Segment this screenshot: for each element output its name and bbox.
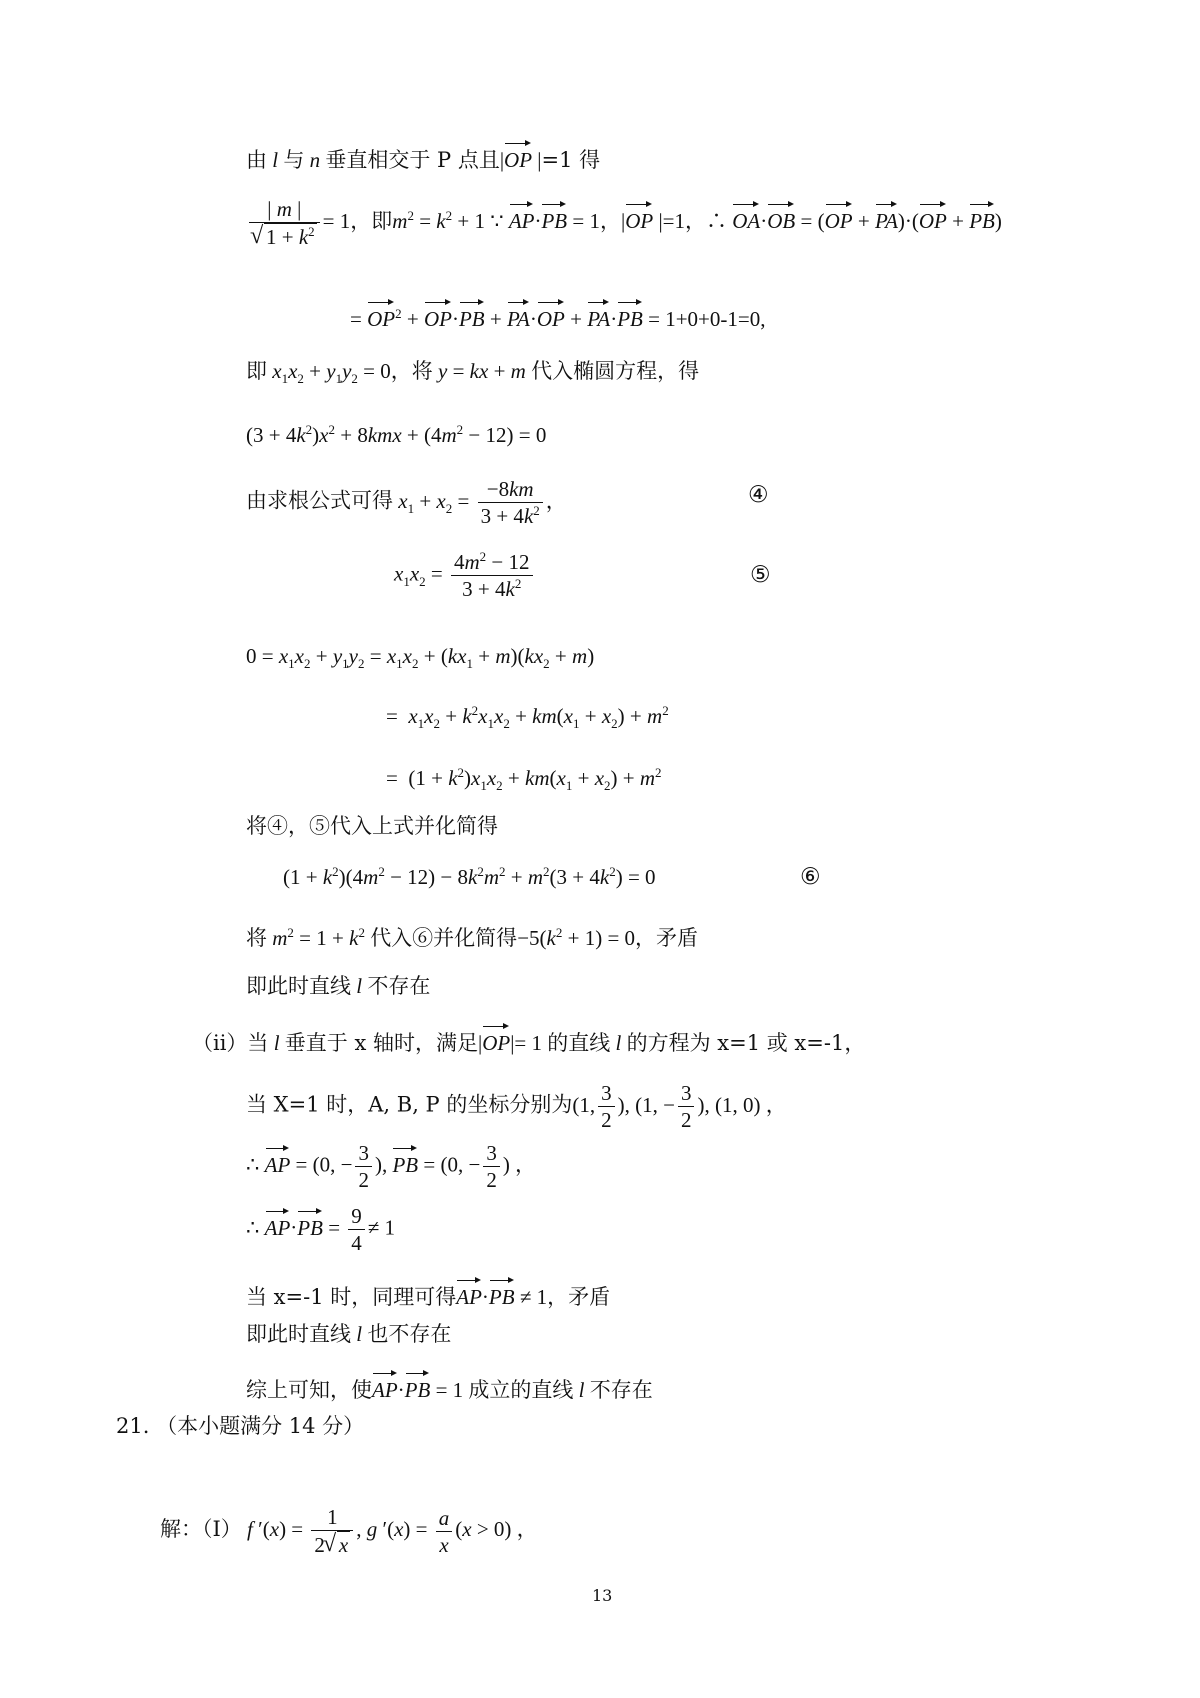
text: 代入⑥并化简得 (370, 926, 518, 950)
math-l: l (573, 1378, 590, 1402)
text: （ⅱ）当 (192, 1031, 269, 1055)
text: 不存在 (589, 1378, 653, 1402)
text-line-9: = $x_1x_2 + k^2x_1x_2 + km(x_1 + x_2) + m^2$ (386, 703, 669, 732)
text: ，矛盾 (635, 926, 699, 950)
text: 由求根公式可得 (246, 488, 393, 513)
text-line-17: ∴ AP = (0, − $\frac{3}{2}$ ), PB = (0, − $\frac{3}{2}$ ) ， (246, 1141, 537, 1193)
text: 垂直相交于 P 点且 (325, 148, 500, 172)
math-l: l (351, 974, 368, 998)
text: 垂直于 x 轴时，满足 (284, 1031, 478, 1055)
text-line-4 (246, 359, 700, 387)
vector-op: OP (504, 141, 532, 171)
circled-marker-6: ⑥ (800, 864, 821, 890)
circled-marker-4: ④ (748, 482, 769, 508)
text: ，矛盾 (547, 1285, 611, 1309)
text-line-21 (246, 1371, 653, 1401)
text: 代入椭圆方程，得 (531, 359, 700, 383)
math-l: l (268, 1031, 285, 1055)
text-line-18: ∴ AP·PB = $\frac{9}{4}$ ≠ 1 (246, 1204, 396, 1256)
text: 综上可知，使 (246, 1378, 372, 1402)
math-expression: f ′(x) = $\frac{1}{2√ x}$ , g ′(x) = $\frac{a}{x}$ (x > 0) ， (242, 1517, 538, 1541)
text-line-16 (246, 1080, 787, 1134)
text-line-1 (246, 141, 600, 171)
text: 即 (246, 359, 267, 383)
math-expression: $x_1 + x_2$ = $\frac{-8km}{3 + 4k^2}$ ， (398, 477, 567, 529)
math-l: l (610, 1031, 627, 1055)
text-line-15 (192, 1024, 865, 1054)
math-expression: y = kx + m (438, 359, 526, 383)
math-l: l (267, 148, 284, 172)
text-line-2: | m | √ $1 + k^2$ = 1，即$m^2 = k^2 + 1$ ∵ AP·PB = 1，|OP |=1，∴ OA·OB = (OP + PA)·(OP + PB) (246, 196, 1002, 251)
text-line-10: = $(1 + k^2)x_1x_2 + km(x_1 + x_2) + m^2$ (386, 765, 662, 794)
text-line-7: $x_1x_2$ = $\frac{4m^2 - 12}{3 + 4k^2}$ (394, 549, 536, 603)
text: =1 得 (541, 148, 601, 172)
text-line-19 (246, 1278, 610, 1308)
text: 解：（Ⅰ） (160, 1517, 242, 1542)
text: 的方程为 x=1 或 x=-1， (626, 1031, 866, 1055)
text: 即此时直线 (246, 974, 351, 998)
text-line-13 (246, 925, 699, 950)
text-line-3: = $OP^2 + OP\cdot PB + PA\cdot OP + PA\cdot PB = 1+0+0-1=0$, (350, 300, 765, 330)
text: 成立的直线 (468, 1378, 574, 1402)
text-line-11: 将④，⑤代入上式并化简得 (246, 814, 498, 838)
math-expression: AP·PB = 1 (372, 1378, 468, 1402)
math-l: l (351, 1322, 368, 1346)
text-line-6 (246, 476, 567, 530)
text: 与 (283, 148, 305, 172)
text: =1， (662, 209, 707, 234)
fraction-m-over-sqrt: | m | √ $1 + k^2$ (249, 196, 320, 251)
text: ，将 (390, 359, 433, 383)
math-expression: $-5(k^2 + 1) = 0$ (517, 925, 636, 950)
text-line-5: $(3 + 4k^2)x^2 + 8kmx + (4m^2 - 12) = 0$ (246, 422, 547, 447)
text: ， (599, 209, 621, 234)
text: 将 (246, 926, 267, 950)
text: 的直线 (547, 1031, 611, 1055)
text-line-12: $(1 + k^2)(4m^2 - 12) - 8k^2m^2 + m^2(3 + 4k^2) = 0$ (283, 864, 656, 889)
text: 当 X=1 时，A, B, P 的坐标分别为 (246, 1092, 573, 1117)
text-line-14 (246, 976, 430, 997)
text: 也不存在 (367, 1322, 452, 1346)
math-expression: |OP|= 1 (478, 1031, 547, 1055)
math-expression: $x_1x_2 + y_1y_2 = 0$ (272, 359, 391, 387)
text: 由 (246, 148, 267, 172)
question-21-heading: 21. （本小题满分 14 分） (116, 1414, 365, 1438)
math-abs-op: |OP | (500, 148, 542, 172)
text: 当 x=-1 时，同理可得 (246, 1285, 457, 1309)
math-n: n (304, 148, 326, 172)
math-expression: AP·PB ≠ 1 (456, 1285, 547, 1309)
line3-result: 1+0+0-1=0, (665, 307, 766, 331)
page-number: 13 (592, 1586, 613, 1605)
math-expression: $m^2 = 1 + k^2$ (272, 925, 365, 950)
solution-line (160, 1504, 538, 1559)
text: 不存在 (367, 974, 431, 998)
text: 即此时直线 (246, 1322, 351, 1346)
text-line-20 (246, 1324, 451, 1345)
text: ，即 (350, 209, 393, 234)
math-expression: (1, $\frac{3}{2}$ ), (1, − $\frac{3}{2}$ ), (1, 0) ， (572, 1081, 787, 1133)
text-line-8: $0 = x_1x_2 + y_1y_2 = x_1x_2 + (kx_1 + m)(kx_2 + m)$ (246, 644, 595, 672)
circled-marker-5: ⑤ (750, 562, 771, 588)
